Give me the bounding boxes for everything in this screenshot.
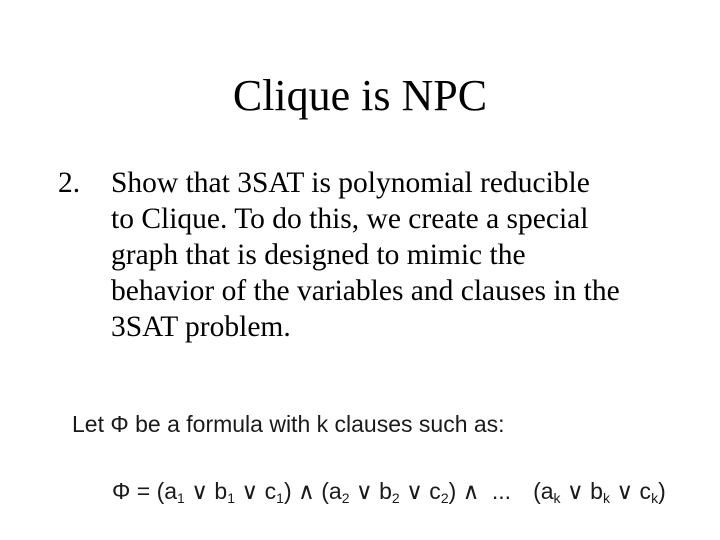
clause-k: ($a_k$ ∨ $b_k$ ∨ $c_k$) [533, 478, 666, 506]
ellipsis: ... [491, 478, 512, 504]
clause-1: ($a_1$ ∨ $b_1$ ∨ $c_1$) [156, 478, 292, 506]
point-line: Show that 3SAT is polynomial reducible [111, 167, 590, 199]
and-operator: ∧ [456, 478, 486, 504]
formula [112, 474, 666, 508]
point-line: 3SAT problem. [111, 311, 291, 343]
point-line: to Clique. To do this, we create a special [111, 203, 589, 235]
numbered-point [58, 165, 678, 345]
formula-lhs: Φ = [112, 478, 157, 504]
clause-2: ($a_2$ ∨ $b_2$ ∨ $c_2$) [321, 478, 457, 506]
point-line: graph that is designed to mimic the [111, 239, 526, 271]
slide-title: Clique is NPC [232, 71, 488, 120]
formula-intro: Let Φ be a formula with k clauses such as: [72, 411, 505, 437]
point-line: behavior of the variables and clauses in the [111, 275, 620, 307]
point-body [111, 165, 678, 345]
and-operator: ∧ [291, 478, 322, 504]
point-number: 2. [58, 167, 81, 199]
